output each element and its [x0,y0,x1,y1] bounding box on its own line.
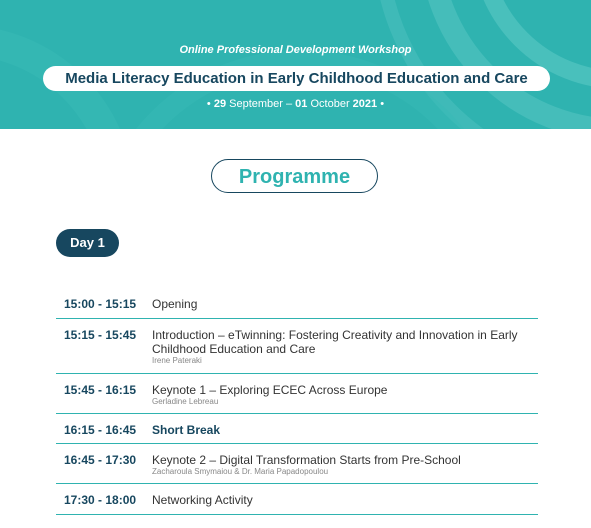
session-time: 15:15 - 15:45 [64,328,137,342]
workshop-dates: • 29 September – 01 October 2021 • [206,98,385,110]
session-time: 16:45 - 17:30 [64,453,137,467]
session-title: Networking Activity [152,493,253,507]
session-title: Opening [152,297,198,311]
session-time: 15:45 - 16:15 [64,383,137,397]
session-time: 16:15 - 16:45 [64,423,137,437]
schedule-row [56,444,538,484]
session-title: Introduction – eTwinning: Fostering Creativity and Innovation in Early Childhood Education and Care Irene Pateraki [152,328,530,366]
schedule-row [56,319,538,374]
session-title: Keynote 2 – Digital Transformation Starts from Pre-School Zacharoula Smymaiou & Dr. Maria Papadopoulou [152,453,530,477]
workshop-subtitle: Online Professional Development Workshop [179,44,412,56]
schedule-row [56,288,538,319]
schedule-row [56,484,538,515]
schedule-row [56,414,538,444]
session-time: 15:00 - 15:15 [64,297,137,311]
schedule-row [56,374,538,414]
session-time: 17:30 - 18:00 [64,493,137,507]
session-title: Short Break [152,423,221,437]
session-speaker: Zacharoula Smymaiou & Dr. Maria Papadopoulou [152,467,329,476]
session-speaker: Irene Pateraki [152,356,202,365]
schedule-table [56,288,538,515]
header-banner [0,0,591,129]
session-title: Keynote 1 – Exploring ECEC Across Europe Gerladine Lebreau [152,383,530,407]
workshop-title: Media Literacy Education in Early Childhood Education and Care [43,66,550,91]
day-badge: Day 1 [56,229,119,257]
session-speaker: Gerladine Lebreau [152,397,219,406]
programme-heading: Programme [211,159,378,193]
